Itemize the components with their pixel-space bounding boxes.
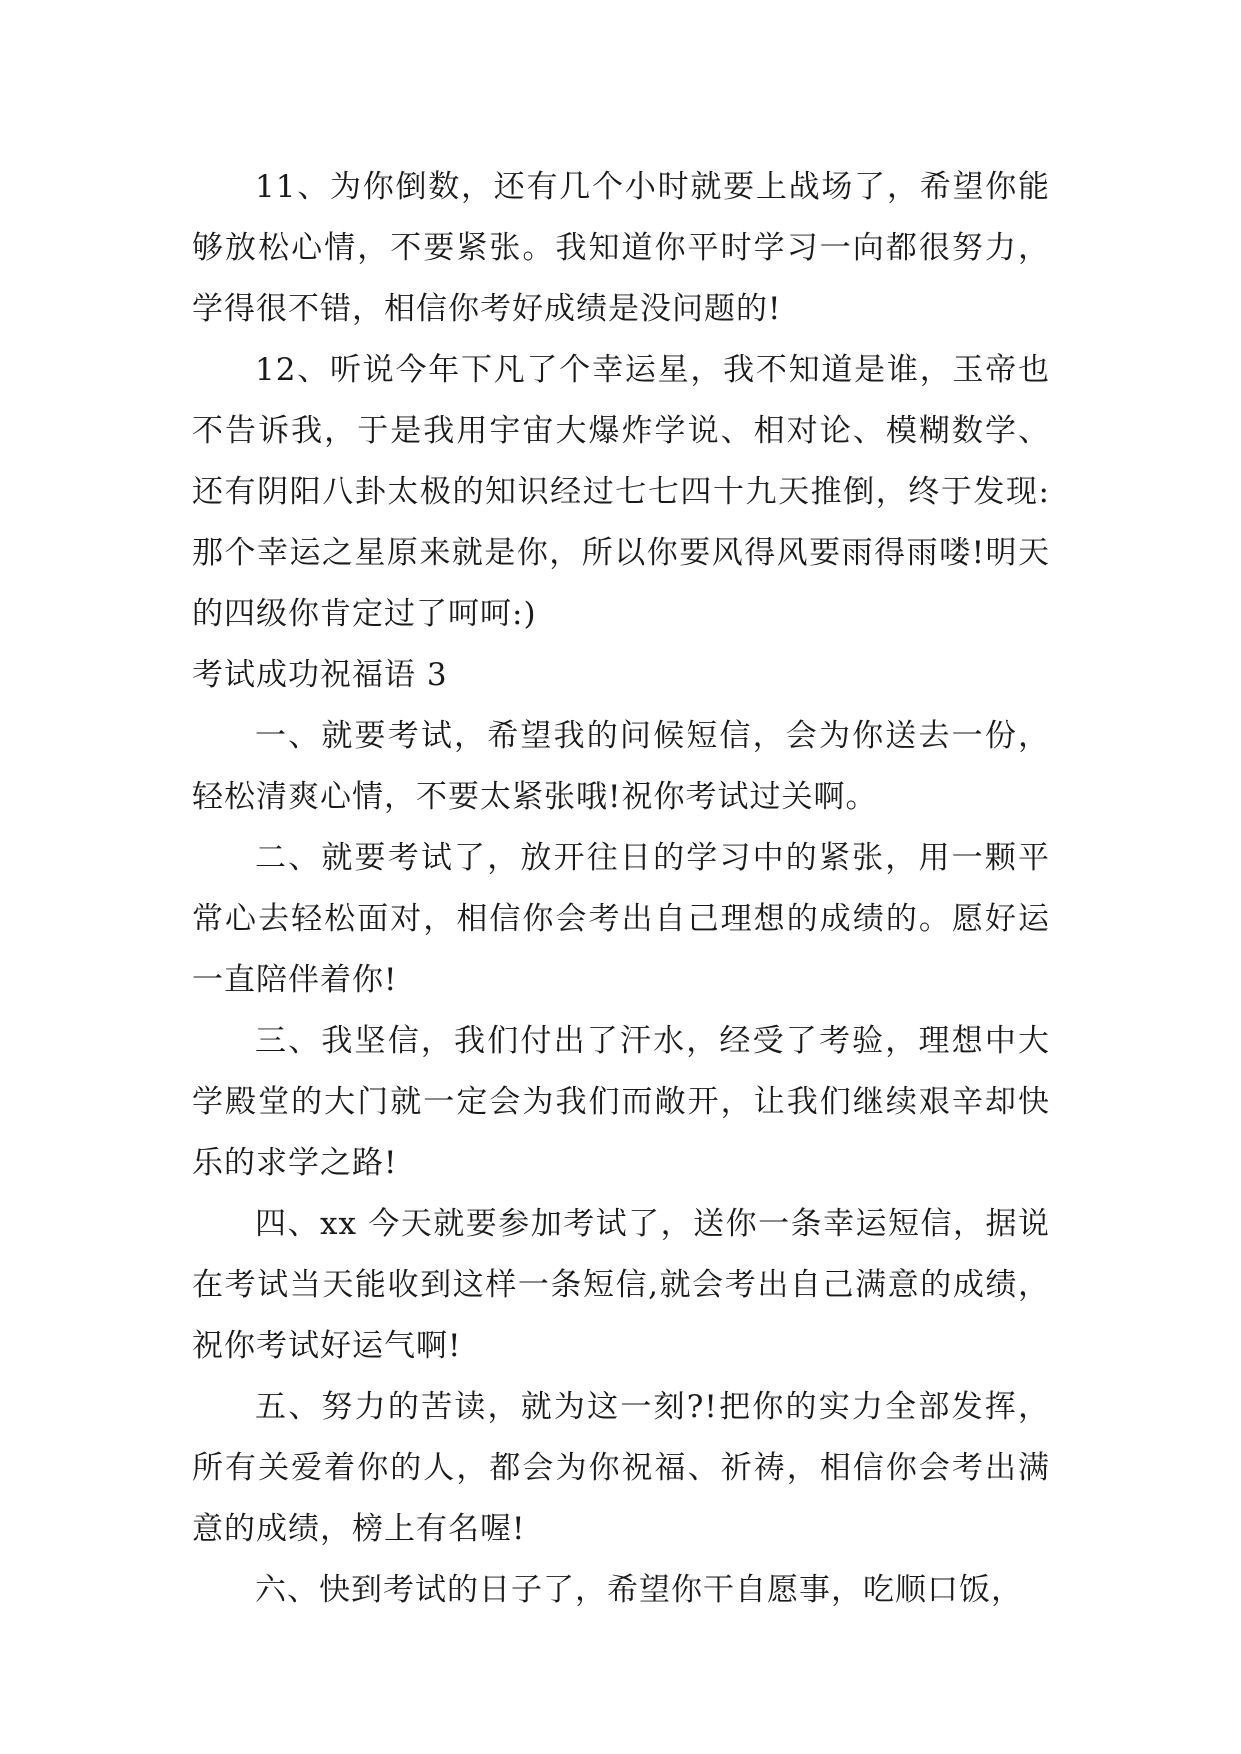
section-heading: 考试成功祝福语 3 <box>192 657 448 693</box>
paragraph-five: 五、努力的苦读，就为这一刻?!把你的实力全部发挥，所有关爱着你的人，都会为你祝福、祈祷，相信你会考出满意的成绩，榜上有名喔! <box>192 1389 1050 1547</box>
paragraph-12: 12、听说今年下凡了个幸运星，我不知道是谁，玉帝也不告诉我，于是我用宇宙大爆炸学说、相对论、模糊数学、还有阴阳八卦太极的知识经过七七四十九天推倒，终于发现:那个幸运之星原来就是你，所以你要风得风要雨得雨喽!明天的四级你肯定过了呵呵:) <box>192 352 1050 632</box>
paragraph-11: 11、为你倒数，还有几个小时就要上战场了，希望你能够放松心情，不要紧张。我知道你平时学习一向都很努力，学得很不错，相信你考好成绩是没问题的! <box>192 169 1050 327</box>
paragraph-three: 三、我坚信，我们付出了汗水，经受了考验，理想中大学殿堂的大门就一定会为我们而敞开，让我们继续艰辛却快乐的求学之路! <box>192 1023 1050 1181</box>
paragraph-one: 一、就要考试，希望我的问候短信，会为你送去一份，轻松清爽心情，不要太紧张哦!祝你考试过关啊。 <box>192 718 1050 815</box>
document-body <box>192 157 1050 1621</box>
paragraph-six: 六、快到考试的日子了，希望你干自愿事，吃顺口饭， <box>255 1572 1023 1608</box>
paragraph-two: 二、就要考试了，放开往日的学习中的紧张，用一颗平常心去轻松面对，相信你会考出自己理想的成绩的。愿好运一直陪伴着你! <box>192 840 1050 998</box>
paragraph-four: 四、xx 今天就要参加考试了，送你一条幸运短信，据说在考试当天能收到这样一条短信,就会考出自己满意的成绩，祝你考试好运气啊! <box>192 1206 1050 1364</box>
